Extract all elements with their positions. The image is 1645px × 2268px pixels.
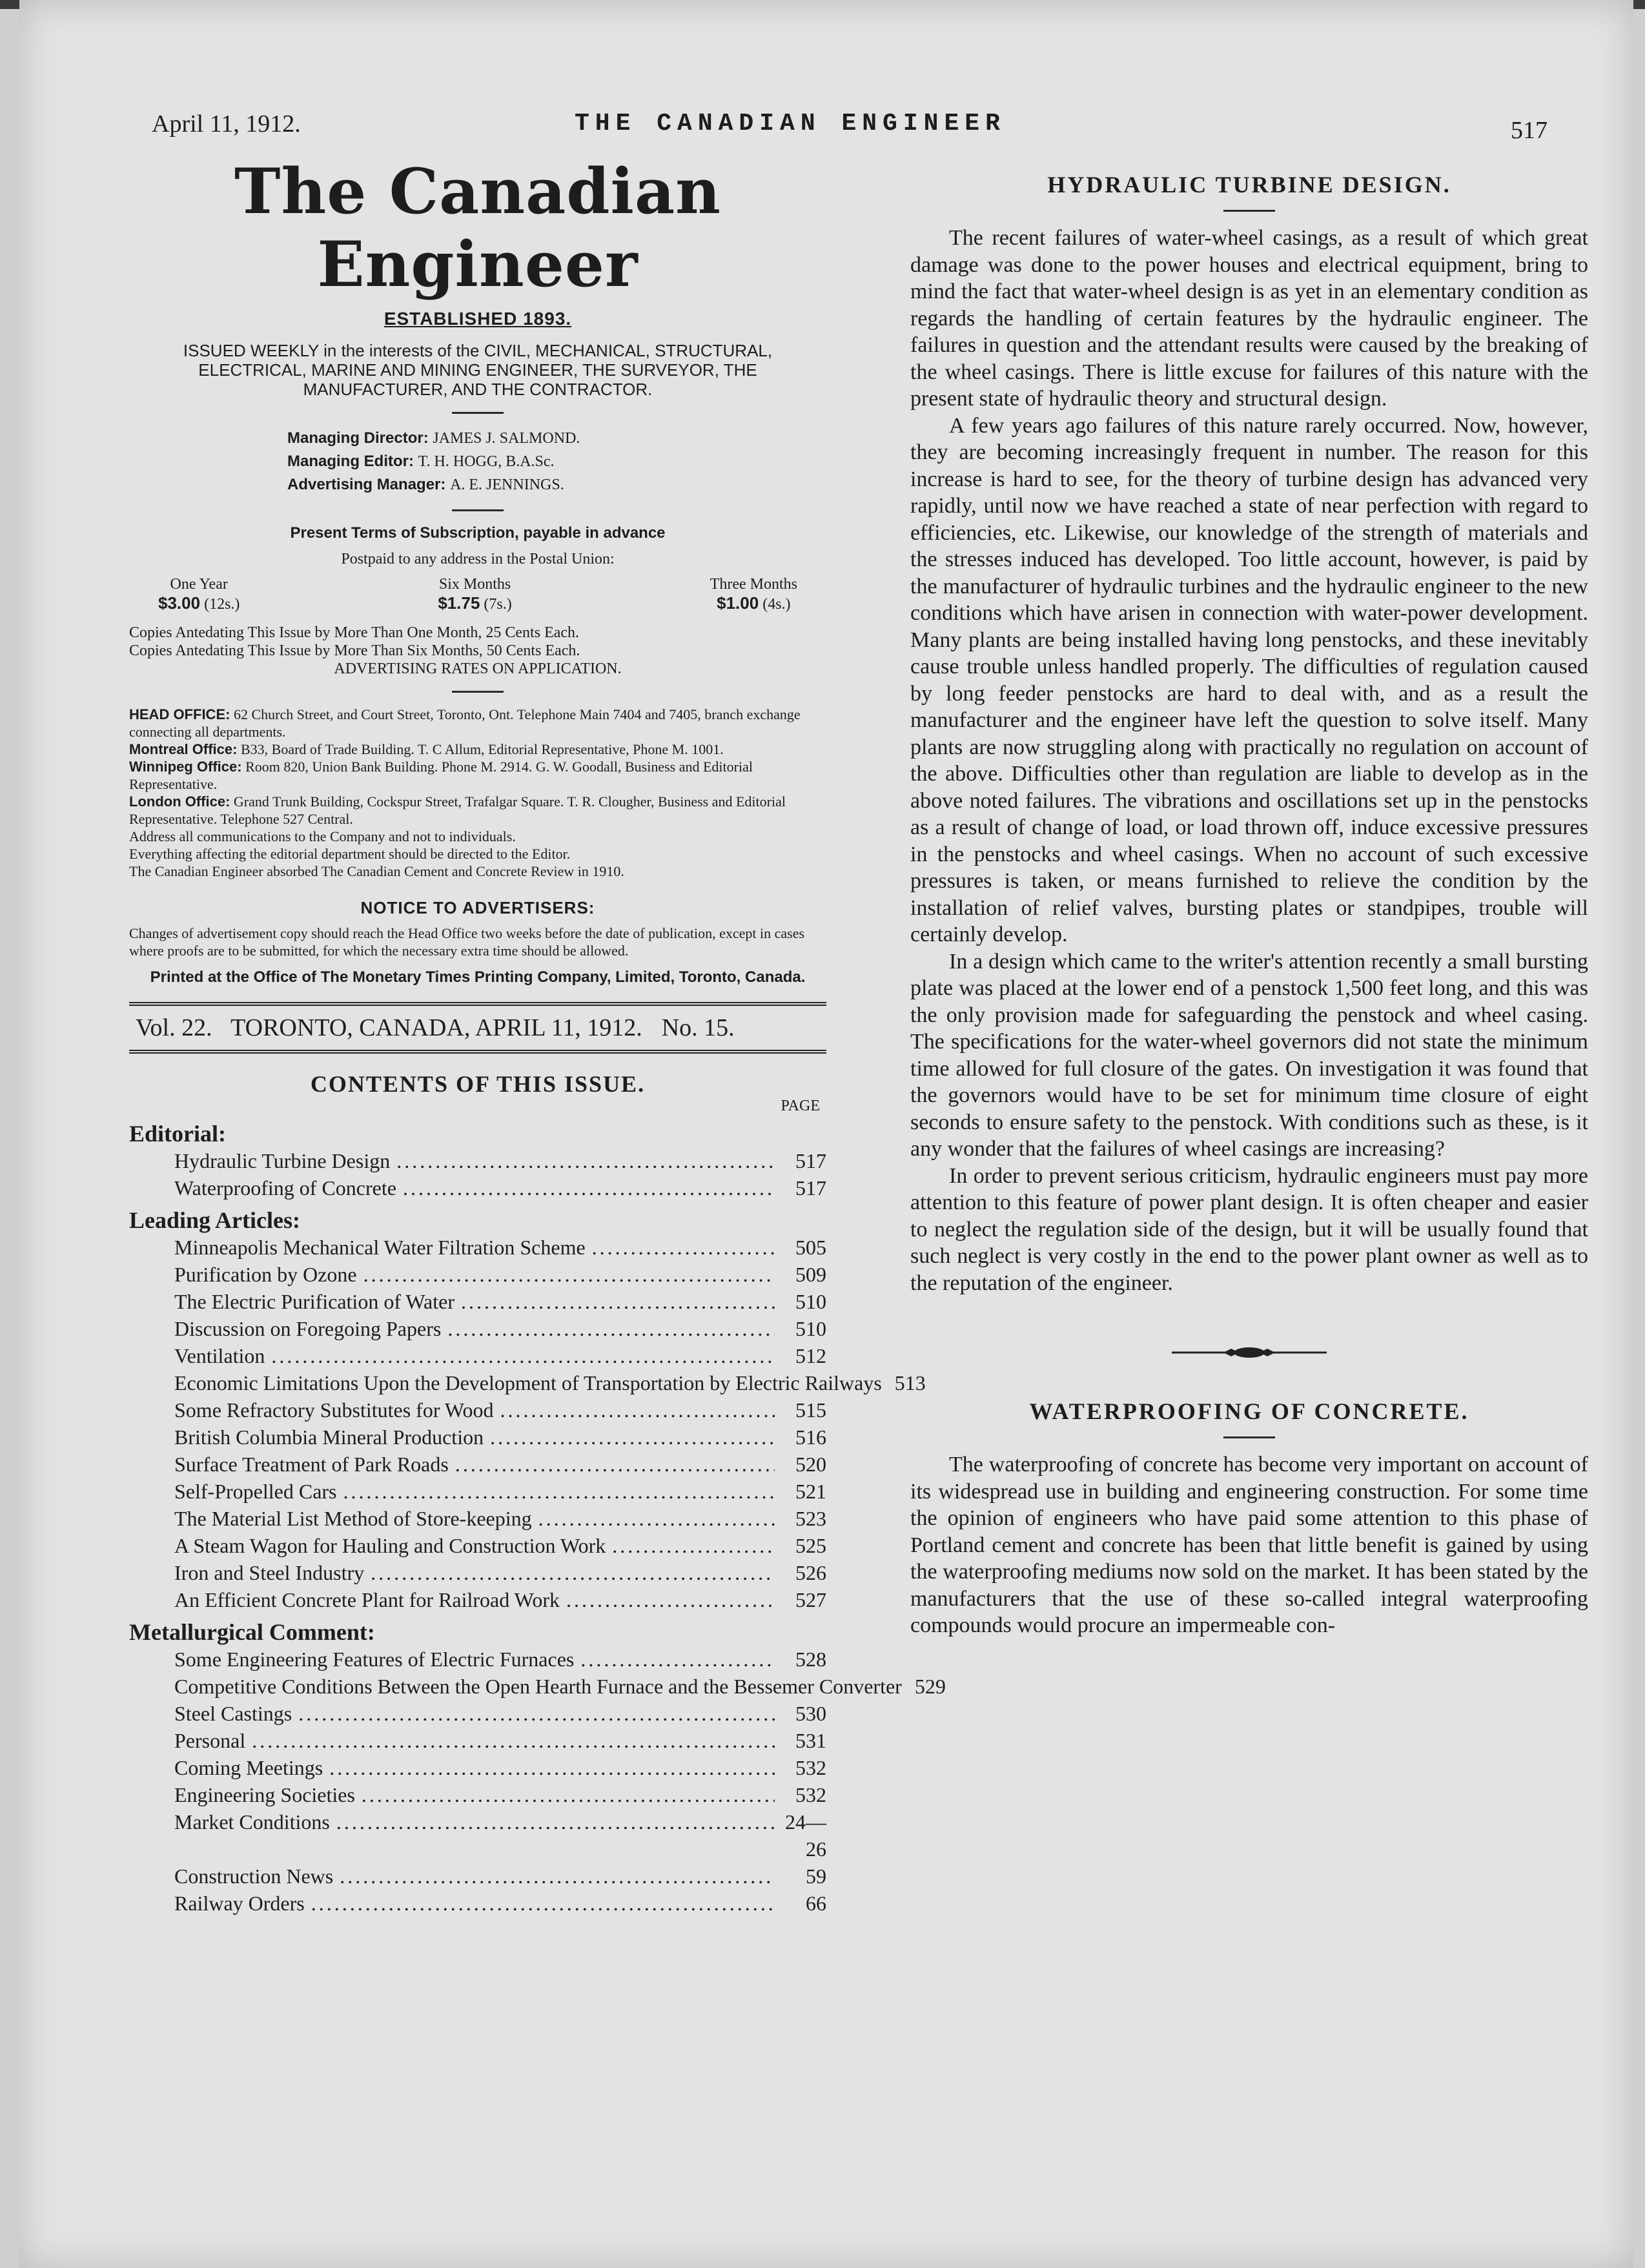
leader-dots xyxy=(580,1646,775,1673)
contents-entry-title: Hydraulic Turbine Design xyxy=(174,1149,391,1172)
head-office: HEAD OFFICE: 62 Church Street, and Court Street, Toronto, Ont. Telephone Main 7404 and 7405, branch exchange connecting all departments. xyxy=(129,706,801,740)
article-paragraph: In a design which came to the writer's attention recently a small bursting plate was placed at the lower end of a penstock 1,500 feet long, and this was the only provision made for safeguarding the penstock and wheel casing. The specifications for the water-wheel governors did not state the minimum time allowed for full closure of the gates. On investigation it was found that the governors would have to be set for minimum time closure of eight seconds to ensure safety to the penstock. With conditions such as these, is it any wonder that the failures of wheel casings are increasing? xyxy=(910,949,1588,1161)
article-paragraph: In order to prevent serious criticism, hydraulic engineers must pay more attention to this feature of power plant design. It is often cheaper and easier to neglect the regulation side of the design, but it will be usually found that such neglect is very costly in the end to the power plant owner as well as to the reputation of the engineer. xyxy=(910,1163,1588,1295)
winnipeg-office: Winnipeg Office: Room 820, Union Bank Building. Phone M. 2914. G. W. Goodall, Business and Editorial Representative. xyxy=(129,759,753,792)
contents-entry-page: 516 xyxy=(795,1425,826,1449)
contents-entry xyxy=(129,1781,826,1808)
established-line: ESTABLISHED 1893. xyxy=(383,309,572,329)
article-paragraph: The recent failures of water-wheel casings, as a result of which great damage was done to the power houses and electrical equipment, bring to mind the fact that water-wheel design is as yet in an elementary condition as regards the handling of certain features by the hydraulic engineer. The failures in question and the attendant results were caused by the breaking of the wheel casings. There is little excuse for failures of this nature with the present state of hydraulic theory and structural design. xyxy=(910,226,1588,411)
contents-heading: CONTENTS OF THIS ISSUE. xyxy=(310,1071,646,1097)
divider xyxy=(452,412,504,414)
contents-entry xyxy=(129,1174,826,1201)
left-column xyxy=(129,155,946,1917)
contents-entry-page: 530 xyxy=(795,1702,826,1725)
back-copies-2: Copies Antedating This Issue by More Than Six Months, 50 Cents Each. xyxy=(129,642,580,659)
leader-dots xyxy=(566,1586,775,1613)
subscription-heading: Present Terms of Subscription, payable in advance xyxy=(290,524,666,542)
contents-entry-page: 510 xyxy=(795,1290,826,1313)
leader-dots xyxy=(343,1478,775,1505)
contents-entry-title: Ventilation xyxy=(174,1344,265,1367)
absorbed-note: The Canadian Engineer absorbed The Canadian Cement and Concrete Review in 1910. xyxy=(129,863,624,879)
contents-entry xyxy=(129,1673,946,1700)
contents-entry xyxy=(129,1559,826,1586)
contents-entry-title: Discussion on Foregoing Papers xyxy=(174,1317,442,1340)
notice-body: Changes of advertisement copy should reach the Head Office two weeks before the date of publication, except in cases where proofs are to be submitted, for which the necessary extra time should be allowed. xyxy=(129,925,805,959)
page-column-label: PAGE xyxy=(781,1098,820,1114)
contents-entry-page: 512 xyxy=(795,1344,826,1367)
article-heading-turbine: HYDRAULIC TURBINE DESIGN. xyxy=(1047,172,1451,198)
contents-entry-page: 529 xyxy=(914,1675,946,1698)
contents-entry-title: Some Engineering Features of Electric Furnaces xyxy=(174,1648,575,1671)
price-one-year: One Year $3.00 (12s.) xyxy=(158,576,240,613)
contents-entry-page: 515 xyxy=(795,1398,826,1422)
contents-entry-title: Some Refractory Substitutes for Wood xyxy=(174,1398,494,1422)
divider xyxy=(1223,1436,1275,1438)
printer-line: Printed at the Office of The Monetary Times Printing Company, Limited, Toronto, Canada. xyxy=(150,968,806,986)
contents-section-title: Leading Articles: xyxy=(129,1207,300,1233)
leader-dots xyxy=(329,1754,775,1781)
contents-entry-page: 505 xyxy=(795,1236,826,1259)
leader-dots xyxy=(271,1342,775,1369)
london-office: London Office: Grand Trunk Building, Cockspur Street, Trafalgar Square. T. R. Clougher, Business and Editorial Representative. Telephone 527 Central. xyxy=(129,793,786,827)
contents-entry-page: 525 xyxy=(795,1534,826,1557)
contents-entry-title: Economic Limitations Upon the Development of Transportation by Electric Railways xyxy=(174,1371,882,1395)
contents-entry-title: Minneapolis Mechanical Water Filtration Scheme xyxy=(174,1236,586,1259)
contents-entry-page: 521 xyxy=(795,1480,826,1503)
divider xyxy=(452,509,504,511)
notice-heading: NOTICE TO ADVERTISERS: xyxy=(360,898,595,917)
contents-entry xyxy=(129,1424,826,1451)
contents-entry-title: Self-Propelled Cars xyxy=(174,1480,337,1503)
contents-entry xyxy=(129,1808,826,1863)
running-header xyxy=(19,110,1633,148)
issued-statement: ISSUED WEEKLY in the interests of the CIVIL, MECHANICAL, STRUCTURAL, ELECTRICAL, MARINE AND MINING ENGINEER, THE SURVEYOR, THE MANUFACTURER, AND THE CONTRACTOR. xyxy=(183,341,773,399)
address-note: Address all communications to the Company and not to individuals. xyxy=(129,828,516,844)
leader-dots xyxy=(592,1234,775,1261)
leader-dots xyxy=(500,1396,775,1424)
offices-block xyxy=(129,706,826,880)
leader-dots xyxy=(461,1288,775,1315)
leader-dots xyxy=(340,1863,775,1890)
masthead-title: The Canadian Engineer xyxy=(234,155,721,301)
leader-dots xyxy=(311,1890,775,1917)
contents-entry-page: 517 xyxy=(795,1176,826,1200)
leader-dots xyxy=(403,1174,775,1201)
contents-entry xyxy=(129,1754,826,1781)
leader-dots xyxy=(362,1781,775,1808)
journal-page xyxy=(19,0,1633,2268)
staff-entry: Managing Director: JAMES J. SALMOND. xyxy=(287,429,580,447)
right-column xyxy=(910,171,1588,1639)
page-number: 517 xyxy=(1511,117,1548,144)
contents-entry-page: 510 xyxy=(795,1317,826,1340)
contents-entry xyxy=(129,1586,826,1613)
ornament-rule-icon xyxy=(1172,1346,1327,1359)
price-three-months: Three Months $1.00 (4s.) xyxy=(710,576,797,613)
contents-entry-page: 532 xyxy=(795,1756,826,1779)
contents-entry-title: Iron and Steel Industry xyxy=(174,1561,365,1584)
table-of-contents xyxy=(129,1120,946,1917)
leader-dots xyxy=(252,1727,775,1754)
staff-entry: Managing Editor: T. H. HOGG, B.A.Sc. xyxy=(287,453,555,470)
section-ornament xyxy=(910,1335,1588,1365)
contents-entry-page: 513 xyxy=(894,1371,926,1395)
contents-entry-title: Surface Treatment of Park Roads xyxy=(174,1453,449,1476)
contents-entry xyxy=(129,1532,826,1559)
issue-date: April 11, 1912. xyxy=(152,110,301,138)
postpaid-note: Postpaid to any address in the Postal Union: xyxy=(341,551,615,567)
contents-entry-title: Competitive Conditions Between the Open Hearth Furnace and the Bessemer Converter xyxy=(174,1675,902,1698)
contents-entry-page: 532 xyxy=(795,1783,826,1806)
contents-entry-title: Purification by Ozone xyxy=(174,1263,357,1286)
contents-entry-page: 528 xyxy=(795,1648,826,1671)
contents-entry-title: Coming Meetings xyxy=(174,1756,323,1779)
contents-entry-page: 24—26 xyxy=(785,1810,826,1861)
leader-dots xyxy=(490,1424,775,1451)
divider xyxy=(452,691,504,693)
leader-dots xyxy=(298,1700,775,1727)
contents-entry xyxy=(129,1288,826,1315)
contents-entry-page: 509 xyxy=(795,1263,826,1286)
subscription-prices xyxy=(129,576,826,613)
contents-entry xyxy=(129,1234,826,1261)
staff-list xyxy=(287,427,826,496)
contents-entry xyxy=(129,1478,826,1505)
leader-dots xyxy=(371,1559,775,1586)
contents-entry xyxy=(129,1261,826,1288)
montreal-office: Montreal Office: B33, Board of Trade Building. T. C Allum, Editorial Representative, Phone M. 1001. xyxy=(129,741,724,757)
advertising-rates: ADVERTISING RATES ON APPLICATION. xyxy=(334,660,622,677)
staff-entry: Advertising Manager: A. E. JENNINGS. xyxy=(287,476,564,493)
leader-dots xyxy=(396,1147,775,1174)
contents-entry xyxy=(129,1342,826,1369)
contents-entry xyxy=(129,1369,926,1396)
contents-entry-page: 66 xyxy=(806,1892,826,1915)
contents-entry xyxy=(129,1890,826,1917)
volume-line: Vol. 22. TORONTO, CANADA, APRIL 11, 1912. No. 15. xyxy=(129,1002,826,1054)
contents-entry-page: 527 xyxy=(795,1588,826,1611)
price-six-months: Six Months $1.75 (7s.) xyxy=(438,576,512,613)
contents-entry-page: 517 xyxy=(795,1149,826,1172)
contents-entry-page: 531 xyxy=(795,1729,826,1752)
contents-entry xyxy=(129,1646,826,1673)
contents-entry xyxy=(129,1505,826,1532)
leader-dots xyxy=(538,1505,775,1532)
contents-entry-page: 59 xyxy=(806,1864,826,1888)
contents-entry-title: A Steam Wagon for Hauling and Construction Work xyxy=(174,1534,606,1557)
contents-entry xyxy=(129,1147,826,1174)
journal-title: THE CANADIAN ENGINEER xyxy=(575,110,1006,138)
contents-entry xyxy=(129,1315,826,1342)
contents-entry-title: Personal xyxy=(174,1729,246,1752)
contents-entry xyxy=(129,1700,826,1727)
contents-section-title: Editorial: xyxy=(129,1121,226,1147)
leader-dots xyxy=(455,1451,775,1478)
contents-section-title: Metallurgical Comment: xyxy=(129,1619,375,1645)
contents-entry xyxy=(129,1451,826,1478)
leader-dots xyxy=(447,1315,775,1342)
contents-entry-title: Steel Castings xyxy=(174,1702,292,1725)
contents-entry-title: Waterproofing of Concrete xyxy=(174,1176,396,1200)
editor-note: Everything affecting the editorial department should be directed to the Editor. xyxy=(129,846,571,862)
leader-dots xyxy=(363,1261,775,1288)
contents-entry-title: British Columbia Mineral Production xyxy=(174,1425,484,1449)
contents-entry-page: 520 xyxy=(795,1453,826,1476)
article-heading-waterproofing: WATERPROOFING OF CONCRETE. xyxy=(1029,1398,1469,1424)
article-paragraph: A few years ago failures of this nature rarely occurred. Now, however, they are becoming increasingly frequent in number. The reason for this increase is hard to see, for the theory of turbine design has advanced very rapidly, until now we have reached a state of near perfection with regard to efficiencies, etc. Likewise, our knowledge of the strength of materials and the stresses induced has developed. Too little account, however, is paid by the manufacturer of hydraulic turbines and the hydraulic engineer to the new conditions which have arisen in connection with water-power development. Many plants are being installed having long penstocks, and these inevitably cause trouble unless handled properly. The difficulties of regulation caused by long feeder penstocks are hard to deal with, and as a result the manufacturer and the engineer have left the question to solve itself. Many plants are now struggling along with practically no regulation on account of the above. Difficulties other than regulation are liable to develop as in the above noted failures. The vibrations and oscillations set up in the penstocks as a result of change of load, or load thrown off, induce excessive pressures in the penstocks and wheel casings. When no account of such excessive pressures is taken, or means furnished to relieve the condition by the installation of relief valves, bursting plates or standpipes, trouble will certainly develop. xyxy=(910,413,1588,946)
contents-entry-title: An Efficient Concrete Plant for Railroad Work xyxy=(174,1588,560,1611)
contents-entry xyxy=(129,1863,826,1890)
contents-entry-title: Engineering Societies xyxy=(174,1783,355,1806)
contents-entry xyxy=(129,1396,826,1424)
contents-entry-page: 526 xyxy=(795,1561,826,1584)
contents-entry-title: The Electric Purification of Water xyxy=(174,1290,455,1313)
leader-dots xyxy=(612,1532,775,1559)
leader-dots xyxy=(336,1808,775,1863)
contents-entry-title: Construction News xyxy=(174,1864,334,1888)
contents-entry-title: The Material List Method of Store-keeping xyxy=(174,1507,532,1530)
contents-entry-title: Railway Orders xyxy=(174,1892,305,1915)
article-paragraph: The waterproofing of concrete has become very important on account of its widespread use in building and engineering construction. For some time the opinion of engineers who have paid some attention to this phase of Portland cement and concrete has been that little benefit is gained by using the waterproofing mediums now sold on the market. It has been stated by the manufacturers that the use of these so-called integral waterproofing compounds would procure an impermeable con- xyxy=(910,1453,1588,1637)
back-copies-1: Copies Antedating This Issue by More Than One Month, 25 Cents Each. xyxy=(129,624,580,641)
contents-entry-title: Market Conditions xyxy=(174,1810,330,1834)
divider xyxy=(1223,210,1275,212)
contents-entry xyxy=(129,1727,826,1754)
contents-entry-page: 523 xyxy=(795,1507,826,1530)
